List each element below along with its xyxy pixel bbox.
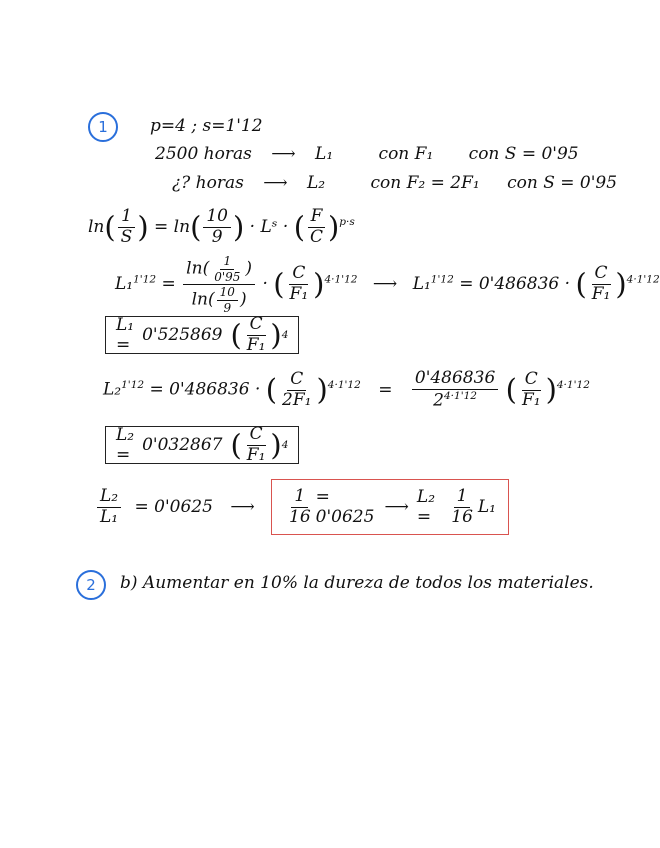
exponent: p·s: [339, 216, 355, 229]
fraction-c-over-f1: [244, 313, 269, 355]
fraction-c-over-2f1: [279, 368, 314, 410]
fraction-denominator: S: [120, 226, 133, 247]
fraction-10-over-9: [217, 286, 238, 314]
fraction-denominator: 0'95: [214, 269, 241, 284]
fraction-numerator: 1: [118, 208, 135, 228]
hours-known: 2500 horas: [155, 144, 252, 164]
result-box-l2: L₂ = 0'032867 ( $\frac{C}{\text{F₁}}$ ) 4: [105, 426, 299, 464]
ln-label: ln: [173, 216, 191, 237]
ratio-of-logs: [183, 255, 255, 314]
arrow-icon: ⟶: [384, 497, 409, 517]
fraction-f-over-c: [307, 208, 326, 247]
equals-sign: =: [378, 379, 393, 400]
life-l2: L₂: [103, 379, 122, 400]
base: 2: [433, 390, 444, 411]
condition-f1: con F₁: [378, 144, 434, 164]
fraction-numerator: 1: [454, 488, 471, 508]
equation-l2: L₂$^{1'12}$ = 0'486836 · ( $\frac{C}{\text{2F₁}}$ )$^{4\cdot 1'12}$ = $\frac{0'486836}{2^{4\cdot 1'12}}$ ( $\frac{C}{\text{F₁}}$ )$^{4\cdot 1'12}$: [103, 368, 590, 411]
fraction-numerator: ln( $\frac{1}{0'95}$ ): [183, 255, 255, 285]
fraction-c-over-f1: [589, 265, 614, 304]
fraction-denominator: 9: [211, 226, 223, 247]
arrow-icon: ⟶: [271, 144, 296, 164]
life-l1: L₁: [412, 274, 431, 295]
fraction-numerator: 10: [203, 208, 231, 228]
fraction-numerator: C: [592, 265, 611, 285]
fraction-denominator: F₁: [246, 444, 266, 465]
question-number-2: 2: [76, 570, 106, 600]
coefficient: = 0'486836 ·: [459, 274, 571, 295]
exponent: 1'12: [430, 273, 454, 286]
fraction-denominator: 16: [289, 506, 311, 527]
fraction-1-over-16: [448, 485, 476, 527]
fraction-denominator: F₁: [289, 284, 309, 305]
fraction-c-over-f1: [519, 368, 544, 410]
fraction-1-over-095: [211, 255, 243, 283]
exponent: 1'12: [121, 379, 145, 392]
ln-label: ln: [88, 216, 105, 237]
result-box-l1: L₁ = 0'525869 ( $\frac{C}{\text{F₁}}$ ) 4: [105, 316, 299, 354]
fraction-1-over-s: [118, 208, 136, 247]
exponent: 4: [281, 329, 289, 341]
fraction-numerator: 1: [220, 255, 234, 270]
fraction-numerator: C: [247, 316, 266, 336]
exponent: 4·1'12: [626, 273, 660, 286]
answer-2: b) Aumentar en 10% la dureza de todos los materiales.: [120, 573, 594, 593]
fraction-denominator: [430, 390, 480, 411]
arrow-icon: ⟶: [372, 274, 398, 295]
fraction-c-over-f1: [244, 423, 269, 465]
coefficient: 0'525869: [142, 325, 223, 345]
fraction-numerator: 10: [217, 286, 238, 301]
given-row-2: [172, 173, 617, 193]
life-l2: L₂: [307, 173, 326, 193]
parameters: p=4 ; s=1'12: [150, 116, 263, 136]
fraction-numerator: C: [522, 371, 541, 391]
given-row-1: [155, 144, 579, 164]
life-l1: L₁: [115, 274, 134, 295]
exponent: 4·1'12: [556, 379, 590, 392]
exponent: 1'12: [133, 273, 157, 286]
fraction-coef-over-power: [412, 370, 498, 410]
final-result-box: [271, 479, 509, 535]
fraction-numerator: F: [308, 208, 326, 228]
ln-label: ln: [186, 258, 203, 279]
fraction-denominator: ln( $\frac{10}{9}$ ): [191, 285, 247, 315]
fraction-denominator: F₁: [521, 389, 541, 410]
fraction-10-over-9: [203, 208, 231, 247]
coefficient: = 0'486836 ·: [149, 379, 261, 400]
arrow-icon: ⟶: [263, 173, 288, 193]
fraction-l2-over-l1: [97, 488, 121, 527]
exponent: 4·1'12: [443, 389, 477, 402]
life-l1: L₁: [477, 497, 496, 517]
fraction-numerator: 1: [291, 488, 308, 508]
equation-basquin: ln( $\frac{1}{S}$ ) = ln( $\frac{10}{9}$ ) · Lˢ · ( $\frac{F}{C}$ )$^{p\cdot s}$: [88, 206, 355, 247]
fraction-denominator: F₁: [591, 284, 611, 305]
coefficient: 0'032867: [142, 435, 223, 455]
fraction-numerator: L₂: [97, 488, 121, 508]
fraction-1-over-16: [286, 485, 314, 527]
fraction-numerator: C: [247, 426, 266, 446]
arrow-icon: ⟶: [230, 496, 255, 517]
fraction-denominator: L₁: [100, 506, 119, 527]
life-l2: L₂ =: [416, 487, 436, 527]
equation-l1-solved: L₁$^{1'12}$ = ln( $\frac{1}{0'95}$ ) ln( $\frac{10}{9}$ ) · ( $\frac{C}{\text{F₁}}$ )$^{4\cdot 1'12}$ ⟶ L₁$^{1'12}$ = 0'486836 · ( $\frac{C}{\text{F₁}}$ )$^{4\cdot 1'12}$: [115, 254, 660, 315]
condition-f2: con F₂ = 2F₁: [370, 173, 480, 193]
fraction-numerator: C: [287, 371, 306, 391]
fraction-denominator: 9: [223, 300, 232, 315]
life-l1: L₁ =: [116, 315, 135, 355]
fraction-denominator: 16: [451, 506, 473, 527]
ratio-value: = 0'0625: [315, 487, 375, 527]
life-l1: L₁: [315, 144, 334, 164]
fraction-numerator: C: [289, 265, 308, 285]
exponent: 4: [281, 439, 289, 451]
fraction-denominator: F₁: [246, 334, 266, 355]
fraction-denominator: C: [310, 226, 324, 247]
equals-sign: =: [161, 274, 176, 295]
fraction-denominator: 2F₁: [282, 389, 312, 410]
exponent: 4·1'12: [327, 379, 361, 392]
fraction-numerator: 0'486836: [412, 370, 498, 390]
exponent: 4·1'12: [324, 273, 358, 286]
condition-s: con S = 0'95: [468, 144, 579, 164]
ln-label: ln: [191, 289, 209, 310]
hours-unknown: ¿? horas: [172, 173, 244, 193]
condition-s: con S = 0'95: [507, 173, 618, 193]
life-l2: L₂ =: [116, 425, 135, 465]
ratio-value: = 0'0625: [134, 496, 213, 517]
question-number-1: 1: [88, 112, 118, 142]
equals-sign: =: [154, 216, 169, 237]
fraction-c-over-f1: [287, 265, 312, 304]
ratio-equation: [95, 488, 255, 527]
life-term: · Lˢ ·: [249, 216, 289, 237]
